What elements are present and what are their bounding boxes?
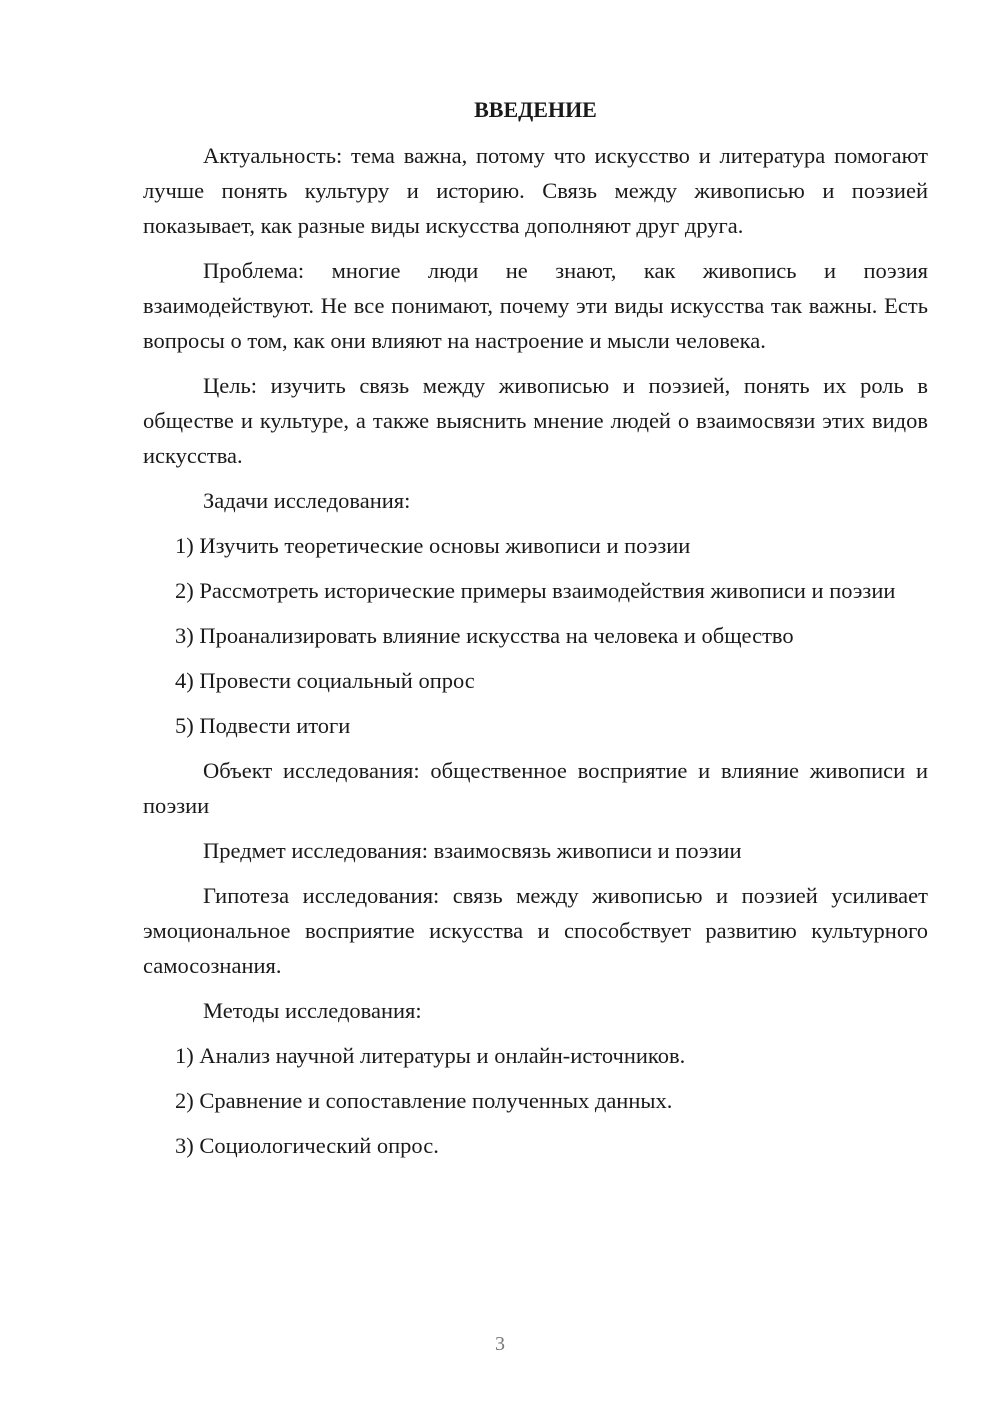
task-item: 4) Провести социальный опрос: [175, 668, 475, 693]
methods-heading: Методы исследования:: [203, 998, 422, 1023]
tasks-heading: Задачи исследования:: [203, 488, 411, 513]
section-heading: ВВЕДЕНИЕ: [474, 97, 597, 122]
task-item: 5) Подвести итоги: [175, 713, 351, 738]
task-item: 2) Рассмотреть исторические примеры взаимодействия живописи и поэзии: [175, 578, 896, 603]
method-item: 2) Сравнение и сопоставление полученных данных.: [175, 1088, 673, 1113]
page-content: [143, 92, 928, 1173]
method-item: 3) Социологический опрос.: [175, 1133, 439, 1158]
paragraph-goal: Цель: изучить связь между живописью и поэзией, понять их роль в обществе и культуре, а также выяснить мнение людей о взаимосвязи этих видов искусства.: [143, 373, 928, 468]
paragraph-relevance: Актуальность: тема важна, потому что искусство и литература помогают лучше понять культуру и историю. Связь между живописью и поэзией показывает, как разные виды искусства дополняют друг друга.: [143, 143, 928, 238]
task-item: 3) Проанализировать влияние искусства на человека и общество: [175, 623, 794, 648]
paragraph-hypothesis: Гипотеза исследования: связь между живописью и поэзией усиливает эмоциональное восприятие искусства и способствует развитию культурного самосознания.: [143, 883, 928, 978]
paragraph-subject: Предмет исследования: взаимосвязь живописи и поэзии: [203, 838, 742, 863]
task-item: 1) Изучить теоретические основы живописи и поэзии: [175, 533, 691, 558]
page-number: 3: [495, 1333, 505, 1355]
paragraph-problem: Проблема: многие люди не знают, как живопись и поэзия взаимодействуют. Не все понимают, почему эти виды искусства так важны. Есть вопросы о том, как они влияют на настроение и мысли человека.: [143, 258, 928, 353]
method-item: 1) Анализ научной литературы и онлайн-источников.: [175, 1043, 686, 1068]
paragraph-object: Объект исследования: общественное восприятие и влияние живописи и поэзии: [143, 758, 928, 818]
